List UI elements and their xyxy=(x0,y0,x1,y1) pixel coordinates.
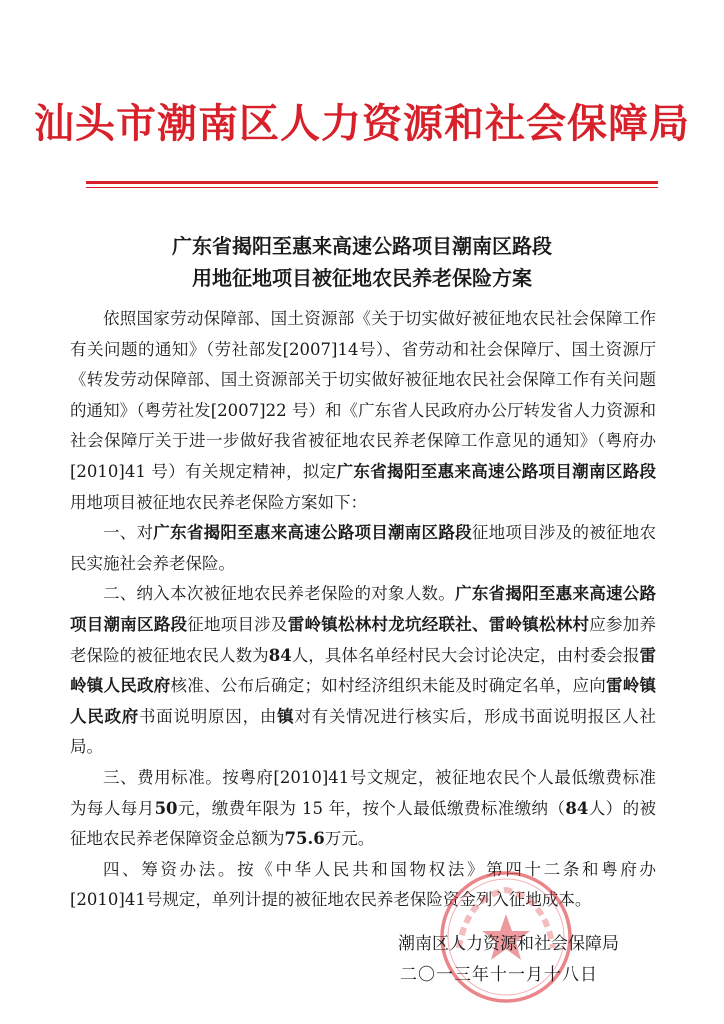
intro-text-c: 用地项目被征地农民养老保险方案如下： xyxy=(70,492,367,512)
item3-text-g: 万元。 xyxy=(324,829,375,849)
item3-text-c: 元，缴费年限为 15 年，按个人最低缴费标准缴纳（ xyxy=(177,798,566,818)
item3-monthly-fee: 50 xyxy=(154,798,178,818)
item3-text-e: 人）的被征地农民养老保障资金总额为 xyxy=(70,798,657,849)
signature-date: 二〇一三年十一月十八日 xyxy=(400,965,598,985)
item2-town-government: 雷岭镇人民政府 xyxy=(70,645,657,696)
signature-organization: 潮南区人力资源和社会保障局 xyxy=(398,934,619,954)
item2-text-k: 书面说明原因，由 xyxy=(139,706,278,726)
item3-total-amount: 75.6 xyxy=(284,829,325,849)
item2-headcount: 84 xyxy=(268,645,292,665)
item1-paragraph xyxy=(70,518,656,579)
letterhead-rule-thin xyxy=(86,187,658,188)
item4-paragraph: 四、筹资办法。按《中华人民共和国物权法》第四十二条和粤府办[2010]41号规定，单列计提的被征地农民养老保险资金列入征地成本。 xyxy=(70,859,656,910)
intro-text-a: 依照国家劳动保障部、国土资源部《关于切实做好被征地农民社会保障工作有关问题的通知》（劳社部发[2007]14号）、省劳动和社会保障厅、国土资源厅《转发劳动保障部、国土资源部关于切实做好被征地农民社会保障工作有关问题的通知》（粤劳社发[2007]22 号）和《广东省人民政府办公厅转发省人力资源和社会保障厅关于进一步做好我省被征地农民养老保障工作意见的通知》（粤府办[2010]41 号）有关规定精神，拟定 xyxy=(70,309,656,481)
item1-project-name: 广东省揭阳至惠来高速公路项目潮南区路段 xyxy=(153,523,472,543)
intro-project-name: 广东省揭阳至惠来高速公路项目潮南区路段 xyxy=(336,461,656,481)
letterhead-title: 汕头市潮南区人力资源和社会保障局 xyxy=(34,100,690,147)
item3-headcount: 84 xyxy=(565,798,589,818)
item2-text-i: 核准、公布后确定；如村经济组织未能及时确定名单，应向 xyxy=(170,676,606,696)
item2-town: 镇 xyxy=(277,706,295,726)
item3-paragraph xyxy=(70,763,656,855)
intro-paragraph xyxy=(70,304,656,518)
item2-text-m: 对有关情况进行核实后，形成书面说明报区人社局。 xyxy=(70,706,657,757)
document-body xyxy=(70,304,656,916)
item2-text-c: 征地项目涉及 xyxy=(187,614,288,634)
item2-text-e: 应参加养老保险的被征地农民人数为 xyxy=(70,614,656,665)
item1-text-c: 征地项目涉及的被征地农民实施社会养老保险。 xyxy=(70,523,656,573)
item2-village-name: 雷岭镇松林村龙坑经联社、雷岭镇松林村 xyxy=(287,614,590,634)
document-title-line2: 用地征地项目被征地农民养老保险方案 xyxy=(192,266,532,290)
item2-text-a: 二、纳入本次被征地农民养老保险的对象人数。 xyxy=(103,584,456,604)
item2-town-government-2: 雷岭镇人民政府 xyxy=(70,676,656,726)
item3-text-a: 三、费用标准。按粤府[2010]41号文规定，被征地农民个人最低缴费标准为每人每月 xyxy=(70,767,656,818)
item1-text-a: 一、对 xyxy=(103,523,154,543)
item2-paragraph xyxy=(70,579,656,763)
document-title-line1: 广东省揭阳至惠来高速公路项目潮南区路段 xyxy=(172,234,552,258)
letterhead-rule-thick xyxy=(86,181,658,184)
item2-text-g: 人，具体名单经村民大会讨论决定，由村委会报 xyxy=(291,645,640,665)
item2-project-name: 广东省揭阳至惠来高速公路项目潮南区路段 xyxy=(70,584,656,634)
